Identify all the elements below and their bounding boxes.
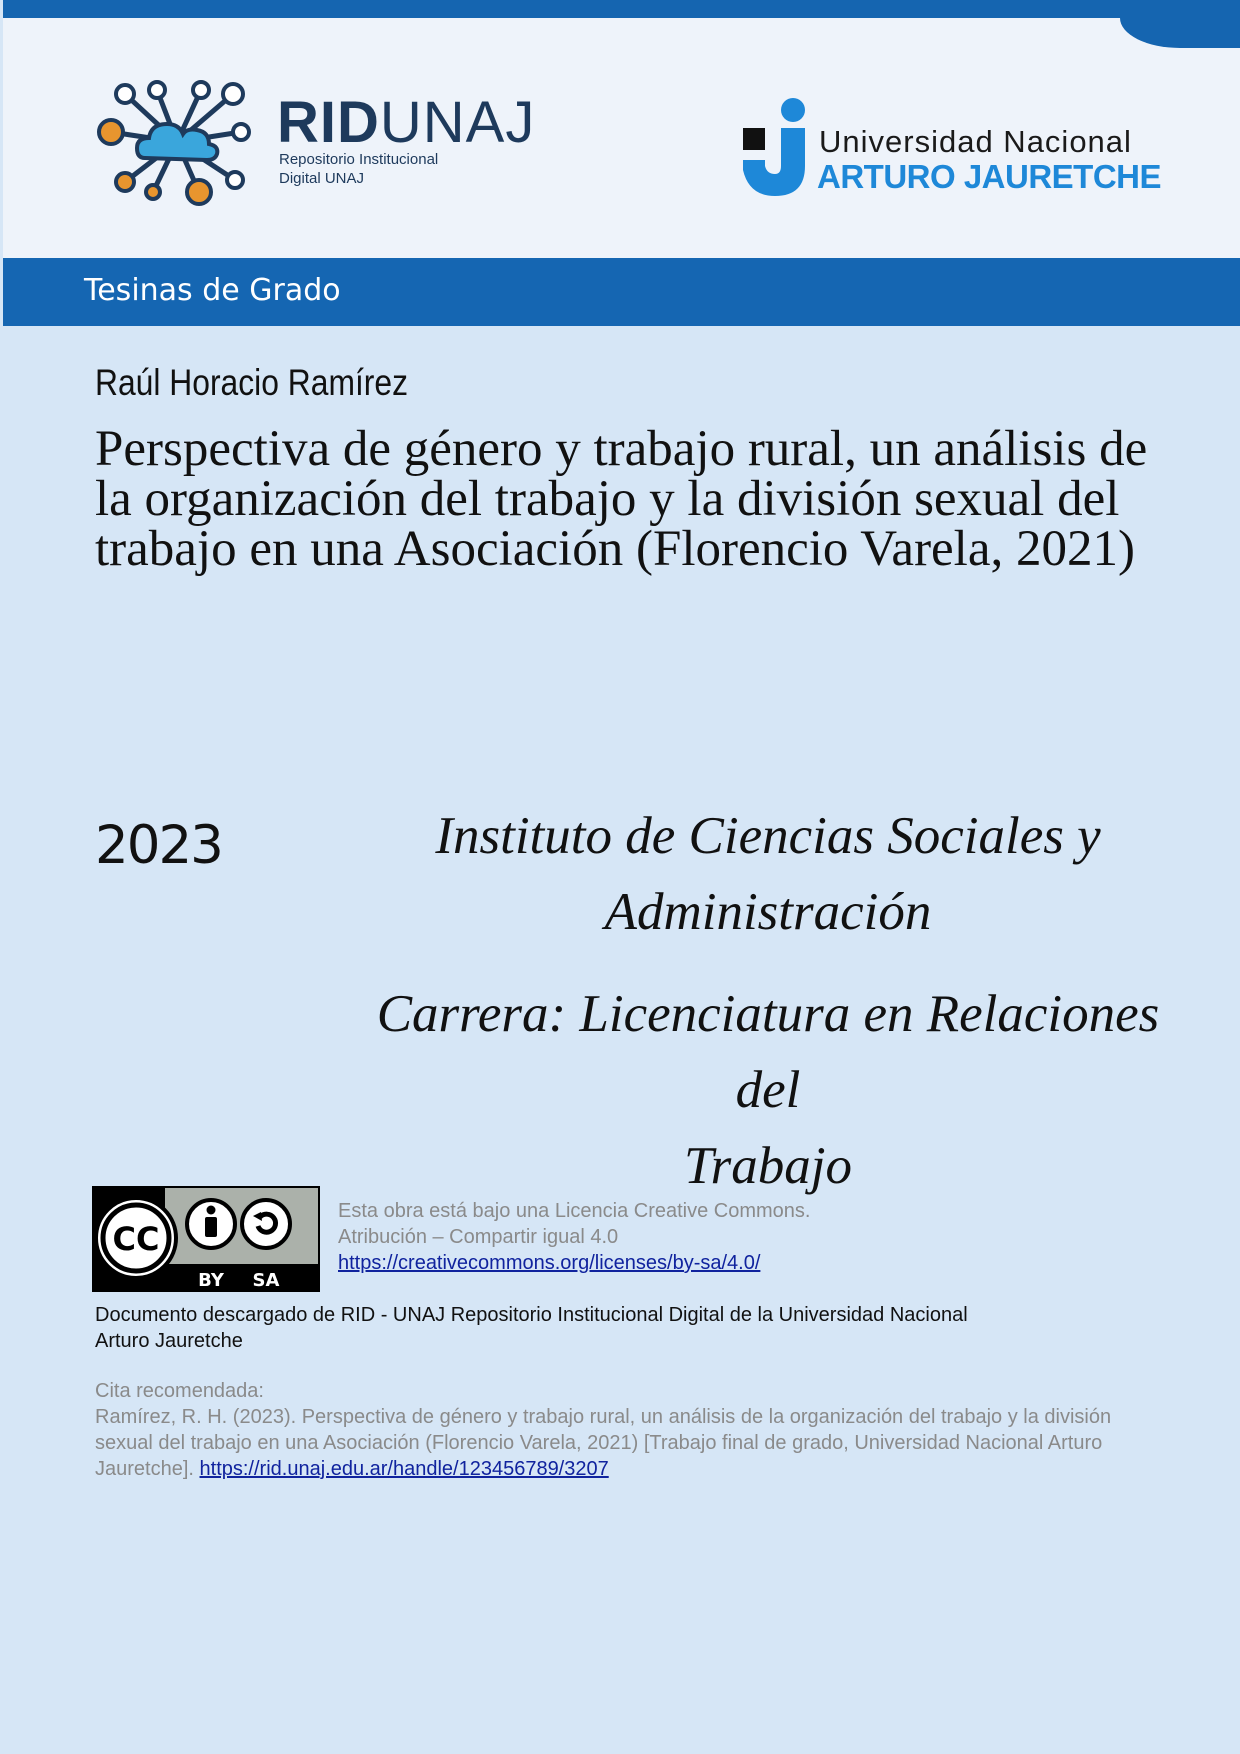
cc-by-text: BY [198, 1270, 224, 1291]
career-line1: Carrera: Licenciatura en Relaciones del [376, 985, 1160, 1119]
author-name: Raúl Horacio Ramírez [95, 362, 408, 403]
citation-label: Cita recomendada: [95, 1380, 264, 1402]
publication-year: 2023 [95, 815, 222, 876]
top-accent-bar [3, 0, 1240, 18]
cc-by-sa-icon [92, 1186, 320, 1292]
section-title: Tesinas de Grado [84, 273, 341, 308]
institute-name [350, 798, 1186, 950]
institute-line1: Instituto de Ciencias Sociales y [435, 807, 1101, 865]
career-line2: Trabajo [684, 1137, 852, 1195]
citation-text: Ramírez, R. H. (2023). Perspectiva de género y trabajo rural, un análisis de la organización del trabajo y la división sexual del trabajo en una Asociación (Florencio Varela, 2021) [Trabajo final de grado, Universidad Nacional Arturo Jauretche]. [95, 1406, 1112, 1480]
unaj-name-line1: Universidad Nacional [819, 124, 1132, 159]
license-link[interactable]: https://creativecommons.org/licenses/by-sa/4.0/ [338, 1252, 761, 1274]
rid-subtitle [279, 150, 479, 188]
rid-subtitle-line1: Repositorio Institucional [279, 151, 439, 168]
recommended-citation [95, 1378, 1155, 1482]
cc-text: CC [112, 1220, 160, 1258]
rid-subtitle-line2: Digital UNAJ [279, 170, 365, 187]
rid-wordmark-light: UNAJ [379, 90, 536, 155]
rid-wordmark-strong: RID [277, 90, 380, 155]
unaj-j-icon [741, 96, 821, 200]
thesis-title: Perspectiva de género y trabajo rural, un análisis de la organización del trabajo y la división sexual del trabajo en una Asociación (Florencio Varela, 2021) [95, 421, 1148, 577]
citation-link[interactable]: https://rid.unaj.edu.ar/handle/123456789/3207 [199, 1458, 609, 1480]
cc-sa-text: SA [252, 1270, 280, 1291]
unaj-logo [741, 96, 1162, 206]
license-line1: Esta obra está bajo una Licencia Creative Commons. [338, 1200, 811, 1222]
network-cloud-icon [95, 80, 260, 210]
unaj-name-line2: ARTURO JAURETCHE [817, 158, 1162, 195]
rid-wordmark [277, 90, 536, 155]
top-corner-accent [1120, 0, 1240, 48]
license-notice [338, 1198, 810, 1276]
license-line2: Atribución – Compartir igual 4.0 [338, 1226, 619, 1248]
career-name [350, 976, 1186, 1204]
rid-unaj-logo [95, 80, 535, 210]
section-banner [3, 258, 1240, 326]
download-note: Documento descargado de RID - UNAJ Repositorio Institucional Digital de la Universidad Nacional Arturo Jauretche [95, 1304, 968, 1352]
header [3, 0, 1240, 258]
institute-line2: Administración [604, 883, 932, 941]
citation-body [95, 1404, 1155, 1482]
